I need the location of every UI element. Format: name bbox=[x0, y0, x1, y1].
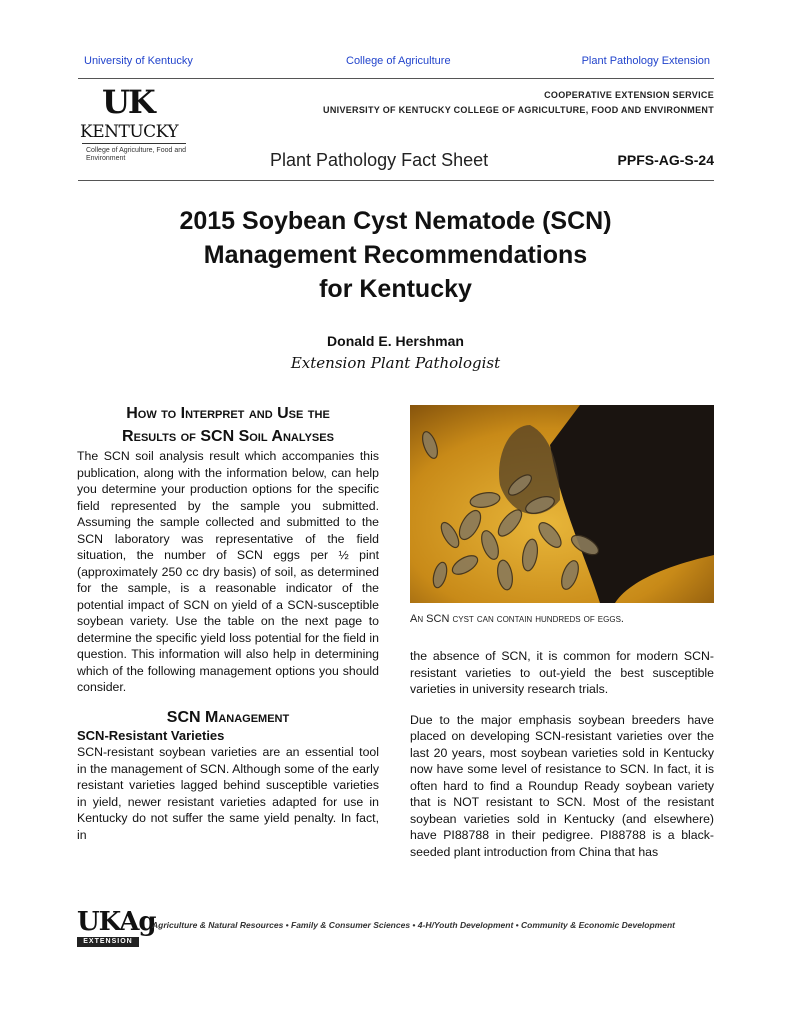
fact-sheet-label: Plant Pathology Fact Sheet bbox=[270, 150, 489, 170]
cyst-image-svg bbox=[410, 405, 714, 603]
extension-label: EXTENSION bbox=[77, 937, 139, 947]
paragraph-resistant-varieties: SCN-resistant soybean varieties are an essential tool in the management of SCN. Although some of the early resistant varieties lagged behind susceptible varieties in yield, newer resistant varieties adapted for use in Kentucky do not suffer the same yield penalty. In fact, in bbox=[77, 745, 379, 842]
section-heading-interpret bbox=[77, 402, 379, 448]
section-heading-scn-management: SCN Management bbox=[166, 708, 290, 726]
heading-line-1: How to Interpret and Use the bbox=[126, 405, 330, 422]
subheading-resistant-varieties: SCN-Resistant Varieties bbox=[77, 727, 225, 743]
coop-line-1: COOPERATIVE EXTENSION SERVICE bbox=[544, 90, 714, 100]
paragraph-interpret: The SCN soil analysis result which accompanies this publication, along with the information below, can help you determine your production options for the specific field represented by the sample you submitted. Assuming the sample collected and submitted to the SCN laboratory was representative of the field situation, the number of SCN eggs per ½ pint (approximately 250 cc dry basis) of soil, as determined for the sample, is a reasonable indicator of the potential impact of SCN on yield of a SCN-susceptible soybean variety. Use the table on the next page to determine the specific yield loss potential for the field in question. This information will also help in determining which of the following management options you should consider. bbox=[77, 449, 379, 694]
scn-cyst-photo bbox=[410, 405, 714, 603]
photo-caption: An SCN cyst can contain hundreds of eggs. bbox=[410, 613, 624, 625]
heading-line-2: Results of SCN Soil Analyses bbox=[122, 428, 334, 445]
ukag-extension-logo bbox=[77, 907, 156, 947]
coop-line-2: UNIVERSITY OF KENTUCKY COLLEGE OF AGRICULTURE, FOOD AND ENVIRONMENT bbox=[323, 105, 714, 115]
title-line-2: Management Recommendations bbox=[203, 241, 588, 269]
page-title bbox=[80, 204, 711, 306]
top-divider bbox=[78, 78, 714, 79]
logo-college-text: College of Agriculture, Food and Environment bbox=[86, 147, 187, 162]
footer-program-areas: Agriculture & Natural Resources • Family & Consumer Sciences • 4-H/Youth Development • Community & Economic Development bbox=[152, 920, 675, 930]
link-college-of-agriculture[interactable]: College of Agriculture bbox=[346, 55, 451, 67]
title-line-3: for Kentucky bbox=[319, 275, 472, 303]
link-university-of-kentucky[interactable]: University of Kentucky bbox=[84, 55, 193, 67]
top-links bbox=[84, 55, 710, 71]
title-line-1: 2015 Soybean Cyst Nematode (SCN) bbox=[179, 207, 612, 235]
author-role: Extension Plant Pathologist bbox=[290, 354, 501, 372]
link-plant-pathology-extension[interactable]: Plant Pathology Extension bbox=[581, 55, 710, 67]
paragraph-breeders-emphasis: Due to the major emphasis soybean breeders have placed on developing SCN-resistant varieties over the last 20 years, most soybean varieties sold in Kentucky now have some level of resistance to SCN. In fact, it is often hard to find a Roundup Ready soybean variety that is NOT resistant to SCN. Most of the resistant soybean varieties sold in Kentucky (and elsewhere) have PI88788 in their pedigree. PI88788 is a black-seeded plant introduction from China that has bbox=[410, 712, 714, 859]
ukag-logo-text: UKAg bbox=[77, 907, 156, 937]
paragraph-absence-of-scn: the absence of SCN, it is common for modern SCN-resistant varieties to out-yield the best susceptible varieties in university research trials. bbox=[410, 649, 714, 696]
uk-logo bbox=[80, 83, 190, 172]
publication-code: PPFS-AG-S-24 bbox=[617, 152, 714, 168]
author-name: Donald E. Hershman bbox=[327, 333, 464, 349]
logo-rule bbox=[82, 143, 186, 144]
logo-kentucky-text: KENTUCKY bbox=[80, 122, 179, 142]
header-divider bbox=[78, 180, 714, 181]
cooperative-extension-header bbox=[323, 88, 714, 118]
logo-uk-text: UK bbox=[102, 83, 154, 121]
right-column bbox=[410, 648, 714, 860]
left-column bbox=[77, 402, 379, 843]
